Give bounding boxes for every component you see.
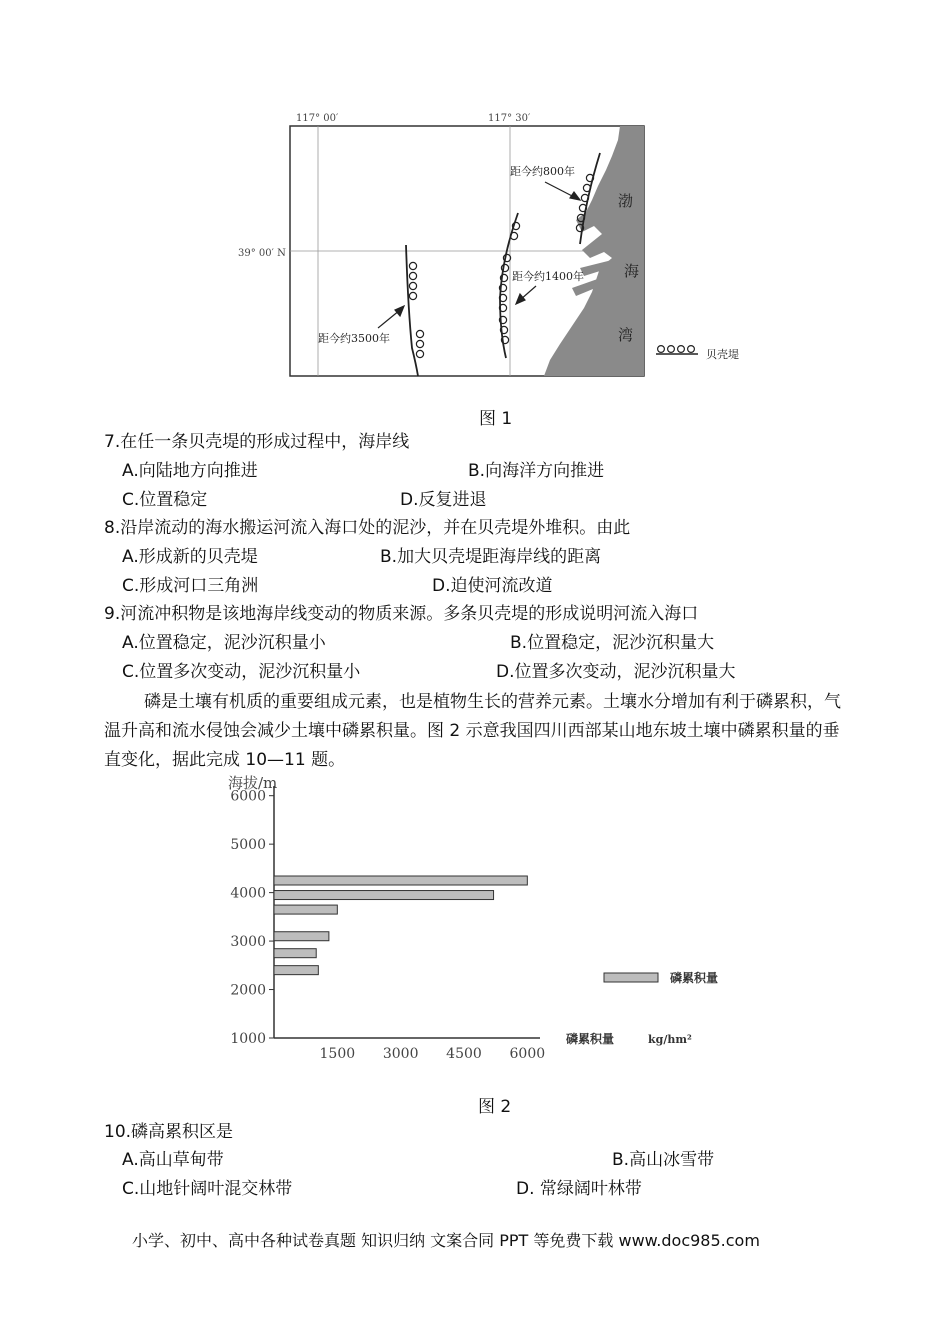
y-tick-label: 1000: [230, 1031, 266, 1047]
figure1-map: [220, 108, 780, 390]
q10-stem: 10.磷高累积区是: [104, 1122, 234, 1142]
bar: [274, 876, 527, 885]
x-tick-label: 3000: [382, 1046, 419, 1060]
sea-char-1: 渤: [618, 192, 634, 210]
legend-label: 贝壳堤: [706, 348, 739, 361]
q7-option-b: B.向海洋方向推进: [468, 461, 605, 481]
y-tick-label: 3000: [230, 934, 266, 951]
q7-option-d: D.反复进退: [400, 490, 487, 510]
lon-left-label: 117° 00′: [296, 113, 339, 124]
legend-label: 磷累积量: [670, 971, 719, 985]
q10-option-a: A.高山草甸带: [122, 1150, 224, 1170]
q8-option-b: B.加大贝壳堤距海岸线的距离: [380, 547, 602, 567]
legend-swatch: [604, 973, 658, 982]
bar: [274, 966, 318, 975]
q8-option-c: C.形成河口三角洲: [122, 576, 259, 596]
x-tick-label: 6000: [509, 1046, 546, 1060]
footer-text: 小学、初中、高中各种试卷真题 知识归纳 文案合同 PPT 等免费下载 www.doc985.com: [132, 1231, 760, 1250]
x-tick-label: 4500: [446, 1046, 482, 1060]
intro-paragraph: 磷是土壤有机质的重要组成元素，也是植物生长的营养元素。土壤水分增加有利于磷累积，气温升高和流水侵蚀会减少土壤中磷累积量。图 2 示意我国四川西部某山地东坡土壤中磷累积量的垂直变化，据此完成 10—11 题。: [104, 692, 841, 770]
lon-right-label: 117° 30′: [488, 113, 531, 124]
q10-option-b: B.高山冰雪带: [612, 1150, 715, 1170]
q9-option-b: B.位置稳定，泥沙沉积量大: [510, 633, 715, 653]
q7-option-c: C.位置稳定: [122, 490, 208, 510]
q7-option-a: A.向陆地方向推进: [122, 461, 258, 481]
q8-stem: 8.沿岸流动的海水搬运河流入海口处的泥沙，并在贝壳堤外堆积。由此: [104, 518, 631, 538]
figure2-caption: 图 2: [478, 1097, 512, 1117]
y-tick-label: 4000: [230, 885, 266, 902]
figure2-chart: [210, 770, 750, 1060]
y-tick-label: 2000: [230, 982, 266, 999]
y-tick-label: 6000: [230, 788, 266, 805]
bar: [274, 891, 494, 900]
y-tick-label: 5000: [230, 837, 266, 854]
q9-option-d: D.位置多次变动，泥沙沉积量大: [496, 662, 736, 682]
sea-char-3: 湾: [618, 326, 634, 344]
bar: [274, 905, 337, 914]
chart-xlabel: 磷累积量: [566, 1032, 615, 1046]
lat-label: 39° 00′ N: [238, 248, 286, 259]
q8-option-a: A.形成新的贝壳堤: [122, 547, 258, 567]
q10-option-d: D. 常绿阔叶林带: [516, 1179, 642, 1199]
q9-option-a: A.位置稳定，泥沙沉积量小: [122, 633, 326, 653]
chart-xunit: kg/hm²: [648, 1033, 692, 1046]
q9-stem: 9.河流冲积物是该地海岸线变动的物质来源。多条贝壳堤的形成说明河流入海口: [104, 604, 699, 624]
x-tick-label: 1500: [319, 1046, 356, 1060]
q10-option-c: C.山地针阔叶混交林带: [122, 1179, 293, 1199]
chart-ylabel: 海拔/m: [228, 774, 278, 792]
age-label-800: 距今约800年: [510, 165, 575, 178]
bar: [274, 932, 329, 941]
age-label-1400: 距今约1400年: [512, 270, 584, 283]
figure1-caption: 图 1: [479, 409, 513, 429]
sea-char-2: 海: [624, 262, 640, 280]
q9-option-c: C.位置多次变动，泥沙沉积量小: [122, 662, 361, 682]
legend-shell-ridge: [656, 346, 698, 354]
age-label-3500: 距今约3500年: [318, 332, 390, 345]
bar: [274, 949, 316, 958]
q7-stem: 7.在任一条贝壳堤的形成过程中，海岸线: [104, 432, 410, 452]
q8-option-d: D.迫使河流改道: [432, 576, 553, 596]
